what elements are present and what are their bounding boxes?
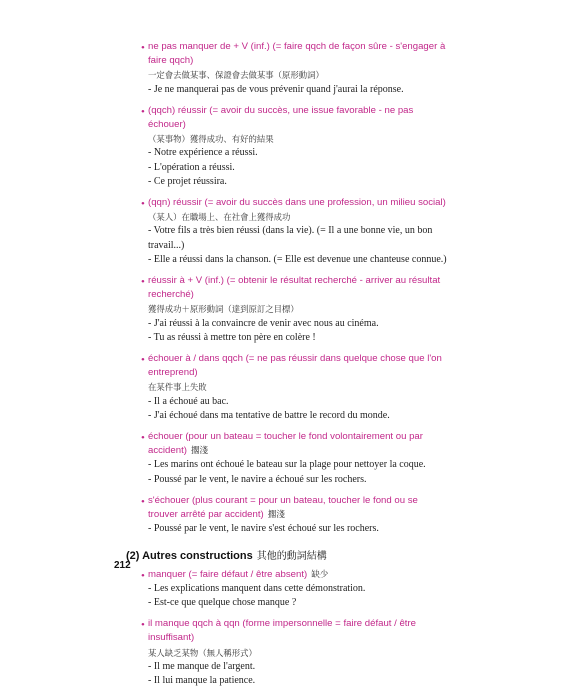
entry-translation: （某事物）獲得成功、有好的結果	[148, 134, 274, 145]
entry-translation: 獲得成功＋原形動詞（達到原訂之目標）	[148, 304, 299, 315]
entry-heading: s'échouer (plus courant = pour un bateau, toucher le fond ou se trouver arrêté par accident) 擱淺	[148, 494, 418, 521]
entry-heading-translation: 擱淺	[190, 446, 209, 457]
entry	[0, 40, 585, 97]
example: - Ce projet réussira.	[148, 175, 227, 187]
entry-translation: 在某件事上失敗	[148, 382, 207, 393]
section-heading-translation: 其他的動詞結構	[256, 550, 327, 562]
entry-heading: ne pas manquer de + V (inf.) (= faire qqch de façon sûre - s'engager à faire qqch)	[148, 41, 446, 67]
entry	[0, 617, 585, 688]
example: - Tu as réussi à mettre ton père en colère !	[148, 331, 316, 343]
bullet-icon: •	[141, 105, 145, 118]
example: - Votre fils a très bien réussi (dans la vie). (= Il a une bonne vie, un bon travail...)	[148, 225, 433, 251]
section-heading: (2) Autres constructions 其他的動詞結構	[126, 549, 327, 562]
example: - Est-ce que quelque chose manque ?	[148, 596, 297, 608]
example: - Il me manque de l'argent.	[148, 660, 256, 672]
bullet-icon: •	[141, 198, 145, 211]
example: - J'ai échoué dans ma tentative de battre le record du monde.	[148, 409, 390, 421]
example: - Notre expérience a réussi.	[148, 147, 258, 159]
bullet-icon: •	[141, 432, 145, 445]
example: - Poussé par le vent, le navire s'est échoué sur les rochers.	[148, 523, 379, 535]
entry-heading: échouer (pour un bateau = toucher le fond volontairement ou par accident) 擱淺	[148, 431, 423, 457]
entry-heading-translation: 缺少	[311, 569, 329, 580]
example: - Je ne manquerai pas de vous prévenir quand j'aurai la réponse.	[148, 83, 404, 95]
entry-heading: (qqn) réussir (= avoir du succès dans une profession, un milieu social)	[148, 197, 446, 209]
entry	[0, 568, 585, 611]
entry-heading: il manque qqch à qqn (forme impersonnelle = faire défaut / être insuffisant)	[148, 618, 416, 644]
example: - Les explications manquent dans cette démonstration.	[148, 582, 366, 594]
bullet-icon: •	[141, 354, 145, 367]
example: - Les marins ont échoué le bateau sur la plage pour nettoyer la coque.	[148, 459, 426, 471]
entry-heading-translation: 擱淺	[267, 510, 285, 521]
example: - Il lui manque la patience.	[148, 674, 256, 686]
bullet-icon: •	[141, 569, 145, 582]
entry	[0, 352, 585, 423]
example: - Il a échoué au bac.	[148, 395, 229, 407]
entry-translation: （某人）在職場上、在社會上獲得成功	[148, 212, 291, 223]
entry-heading: échouer à / dans qqch (= ne pas réussir dans quelque chose que l'on entreprend)	[148, 353, 442, 379]
entry	[0, 104, 585, 189]
entry-heading: (qqch) réussir (= avoir du succès, une issue favorable - ne pas échouer)	[148, 104, 414, 131]
entry	[0, 274, 585, 345]
entries-list	[0, 40, 585, 695]
example: - L'opération a réussi.	[148, 161, 235, 173]
bullet-icon: •	[141, 276, 145, 289]
entry	[0, 494, 585, 537]
entry-translation: 某人缺乏某物（無人稱形式）	[148, 647, 257, 658]
bullet-icon: •	[141, 495, 145, 508]
bullet-icon: •	[141, 619, 145, 632]
entry-translation: 一定會去做某事、保證會去做某事（原形動詞）	[148, 70, 324, 81]
entry-heading: réussir à + V (inf.) (= obtenir le résultat recherché - arriver au résultat recherché)	[148, 275, 441, 301]
entry-heading: manquer (= faire défaut / être absent) 缺少	[148, 568, 329, 580]
example: - J'ai réussi à la convaincre de venir avec nous au cinéma.	[148, 317, 379, 329]
entry	[0, 196, 585, 267]
bullet-icon: •	[141, 42, 145, 54]
example: - Poussé par le vent, le navire a échoué sur les rochers.	[148, 473, 367, 485]
example: - Elle a réussi dans la chanson. (= Elle est devenue une chanteuse connue.)	[148, 253, 447, 265]
entry	[0, 430, 585, 487]
page-number: 212	[114, 560, 131, 571]
